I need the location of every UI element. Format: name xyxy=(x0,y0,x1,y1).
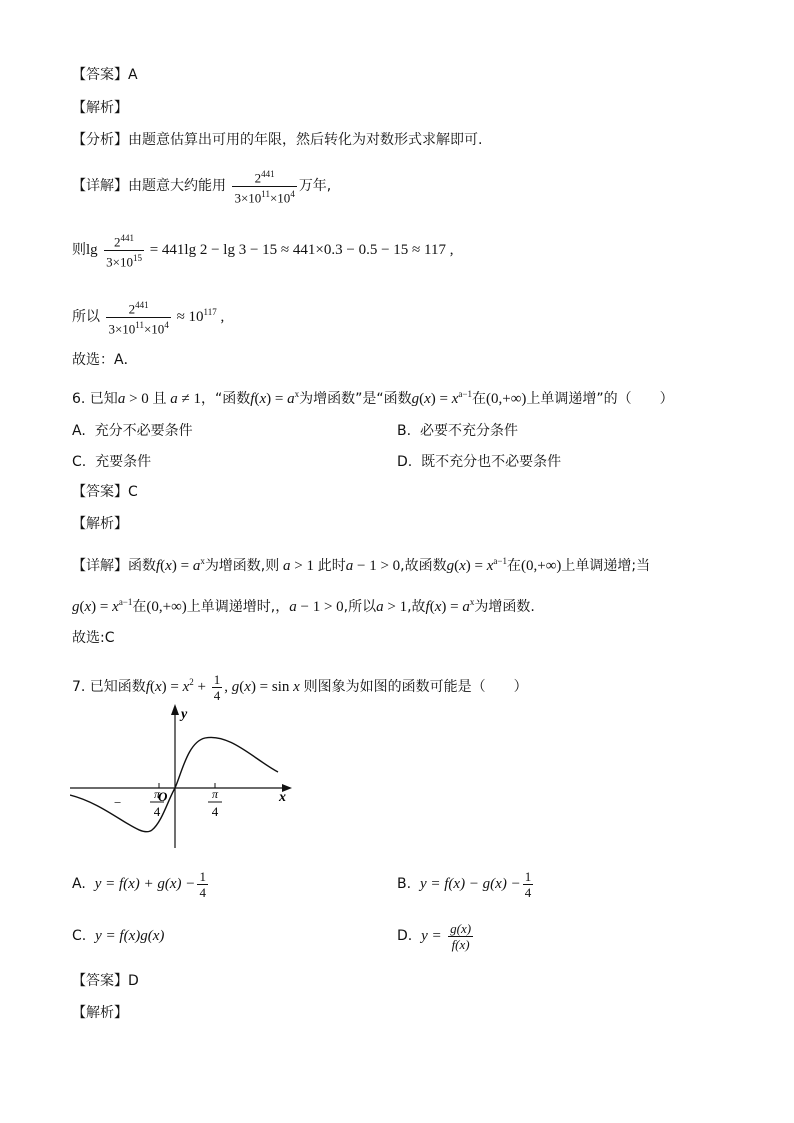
answer-value: C xyxy=(128,484,138,500)
answer-line-7: 【答案】D xyxy=(72,973,139,989)
y-axis-arrow xyxy=(171,704,179,715)
answer-line-6: 【答案】C xyxy=(72,484,138,500)
option-c: C. 充要条件 xyxy=(72,454,152,470)
solution-label: 【解析】 xyxy=(72,1005,128,1021)
choose-6: 故选:C xyxy=(72,630,115,646)
detail-tag: 【详解】 xyxy=(72,178,128,194)
answer-line-5 xyxy=(72,65,138,85)
tick-pos-den: 4 xyxy=(211,804,219,819)
approx-result: ≈ $10^{117}$ , xyxy=(172,307,225,325)
formula-fraction: $\frac{2^{441}}{3\times 10^{11}\times 10^4}$ xyxy=(108,300,169,336)
y-label: y xyxy=(181,707,188,722)
q7-option-a: A. y = f(x) + g(x) − $\frac{1}{4}$ xyxy=(72,868,206,900)
then-word: 则 xyxy=(72,242,86,258)
option-b: B. 必要不充分条件 xyxy=(397,423,518,439)
solution-label: 【解析】 xyxy=(72,100,128,116)
option-a: A. 充分不必要条件 xyxy=(72,423,193,439)
answer-value: A xyxy=(128,67,138,83)
analysis-line xyxy=(72,130,482,150)
tick-neg-den: 4 xyxy=(153,804,161,819)
detail-post: 万年, xyxy=(298,178,332,194)
option-d: D. 既不充分也不必要条件 xyxy=(397,454,562,470)
so-line xyxy=(72,292,224,337)
curve xyxy=(70,737,278,831)
q7-option-d: D. y = $\frac{g(x)}{f(x)}$ xyxy=(397,920,472,952)
x-label: x xyxy=(279,790,286,805)
formula-fraction: $\frac{2^{441}}{3\times 10^{15}}$ xyxy=(106,233,142,269)
formula-fraction: $\frac{2^{441}}{3\times 10^{11}\times 10^4}$ xyxy=(234,169,295,205)
detail-line-5 xyxy=(72,166,331,206)
choose-5: 故选：A． xyxy=(72,352,138,368)
q7-option-b: B. y = f(x) − g(x) − $\frac{1}{4}$ xyxy=(397,868,532,900)
log-equation: = 441lg 2 − lg 3 − 15 ≈ 441×0.3 − 0.5 − 15 ≈ 117 , xyxy=(145,242,454,258)
question-6-stem: 6. 已知a > 0 且 a ≠ 1，“函数$f(x) = a^x$为增函数”是“函数$g(x) = x^{a-1}$在(0,+∞)上单调递增”的（ ） xyxy=(72,389,674,407)
analysis-text: 由题意估算出可用的年限，然后转化为对数形式求解即可. xyxy=(128,132,483,148)
answer-value: D xyxy=(128,973,139,989)
tick-neg-num: π xyxy=(153,787,161,801)
answer-tag: 【答案】 xyxy=(72,67,128,83)
option-d-fraction: $\frac{g(x)}{f(x)}$ xyxy=(450,920,472,952)
so-word: 所以 xyxy=(72,309,100,325)
solution-label: 【解析】 xyxy=(72,516,128,532)
detail-line-6a: 【详解】函数$f(x) = a^x$为增函数,则 a > 1 此时a − 1 > 0,故函数$g(x) = x^{a-1}$在(0,+∞)上单调递增;当 xyxy=(72,556,651,574)
question-7-stem: 7. 已知函数$f(x) = x^2$ + $\frac{1}{4}$ , g(x) = sin x 则图象为如图的函数可能是（ ） xyxy=(72,671,528,703)
q7-option-c: C. y = f(x)g(x) xyxy=(72,928,165,944)
function-graph xyxy=(70,700,310,850)
log-line: 则lg $\frac{2^{441}}{3\times 10^{15}}$ = 441lg 2 − lg 3 − 15 ≈ 441×0.3 − 0.5 − 15 ≈ 117 , xyxy=(72,233,454,269)
tick-pos-num: π xyxy=(211,787,219,801)
analysis-tag: 【分析】 xyxy=(72,132,128,148)
detail-pre: 由题意大约能用 xyxy=(128,178,226,194)
origin-label: O xyxy=(158,789,168,804)
neg-sign: − xyxy=(114,795,122,810)
detail-line-6b: $g(x) = x^{a-1}$在(0,+∞)上单调递增时,，a − 1 > 0,所以a > 1,故$f(x) = a^x$为增函数. xyxy=(72,597,535,615)
